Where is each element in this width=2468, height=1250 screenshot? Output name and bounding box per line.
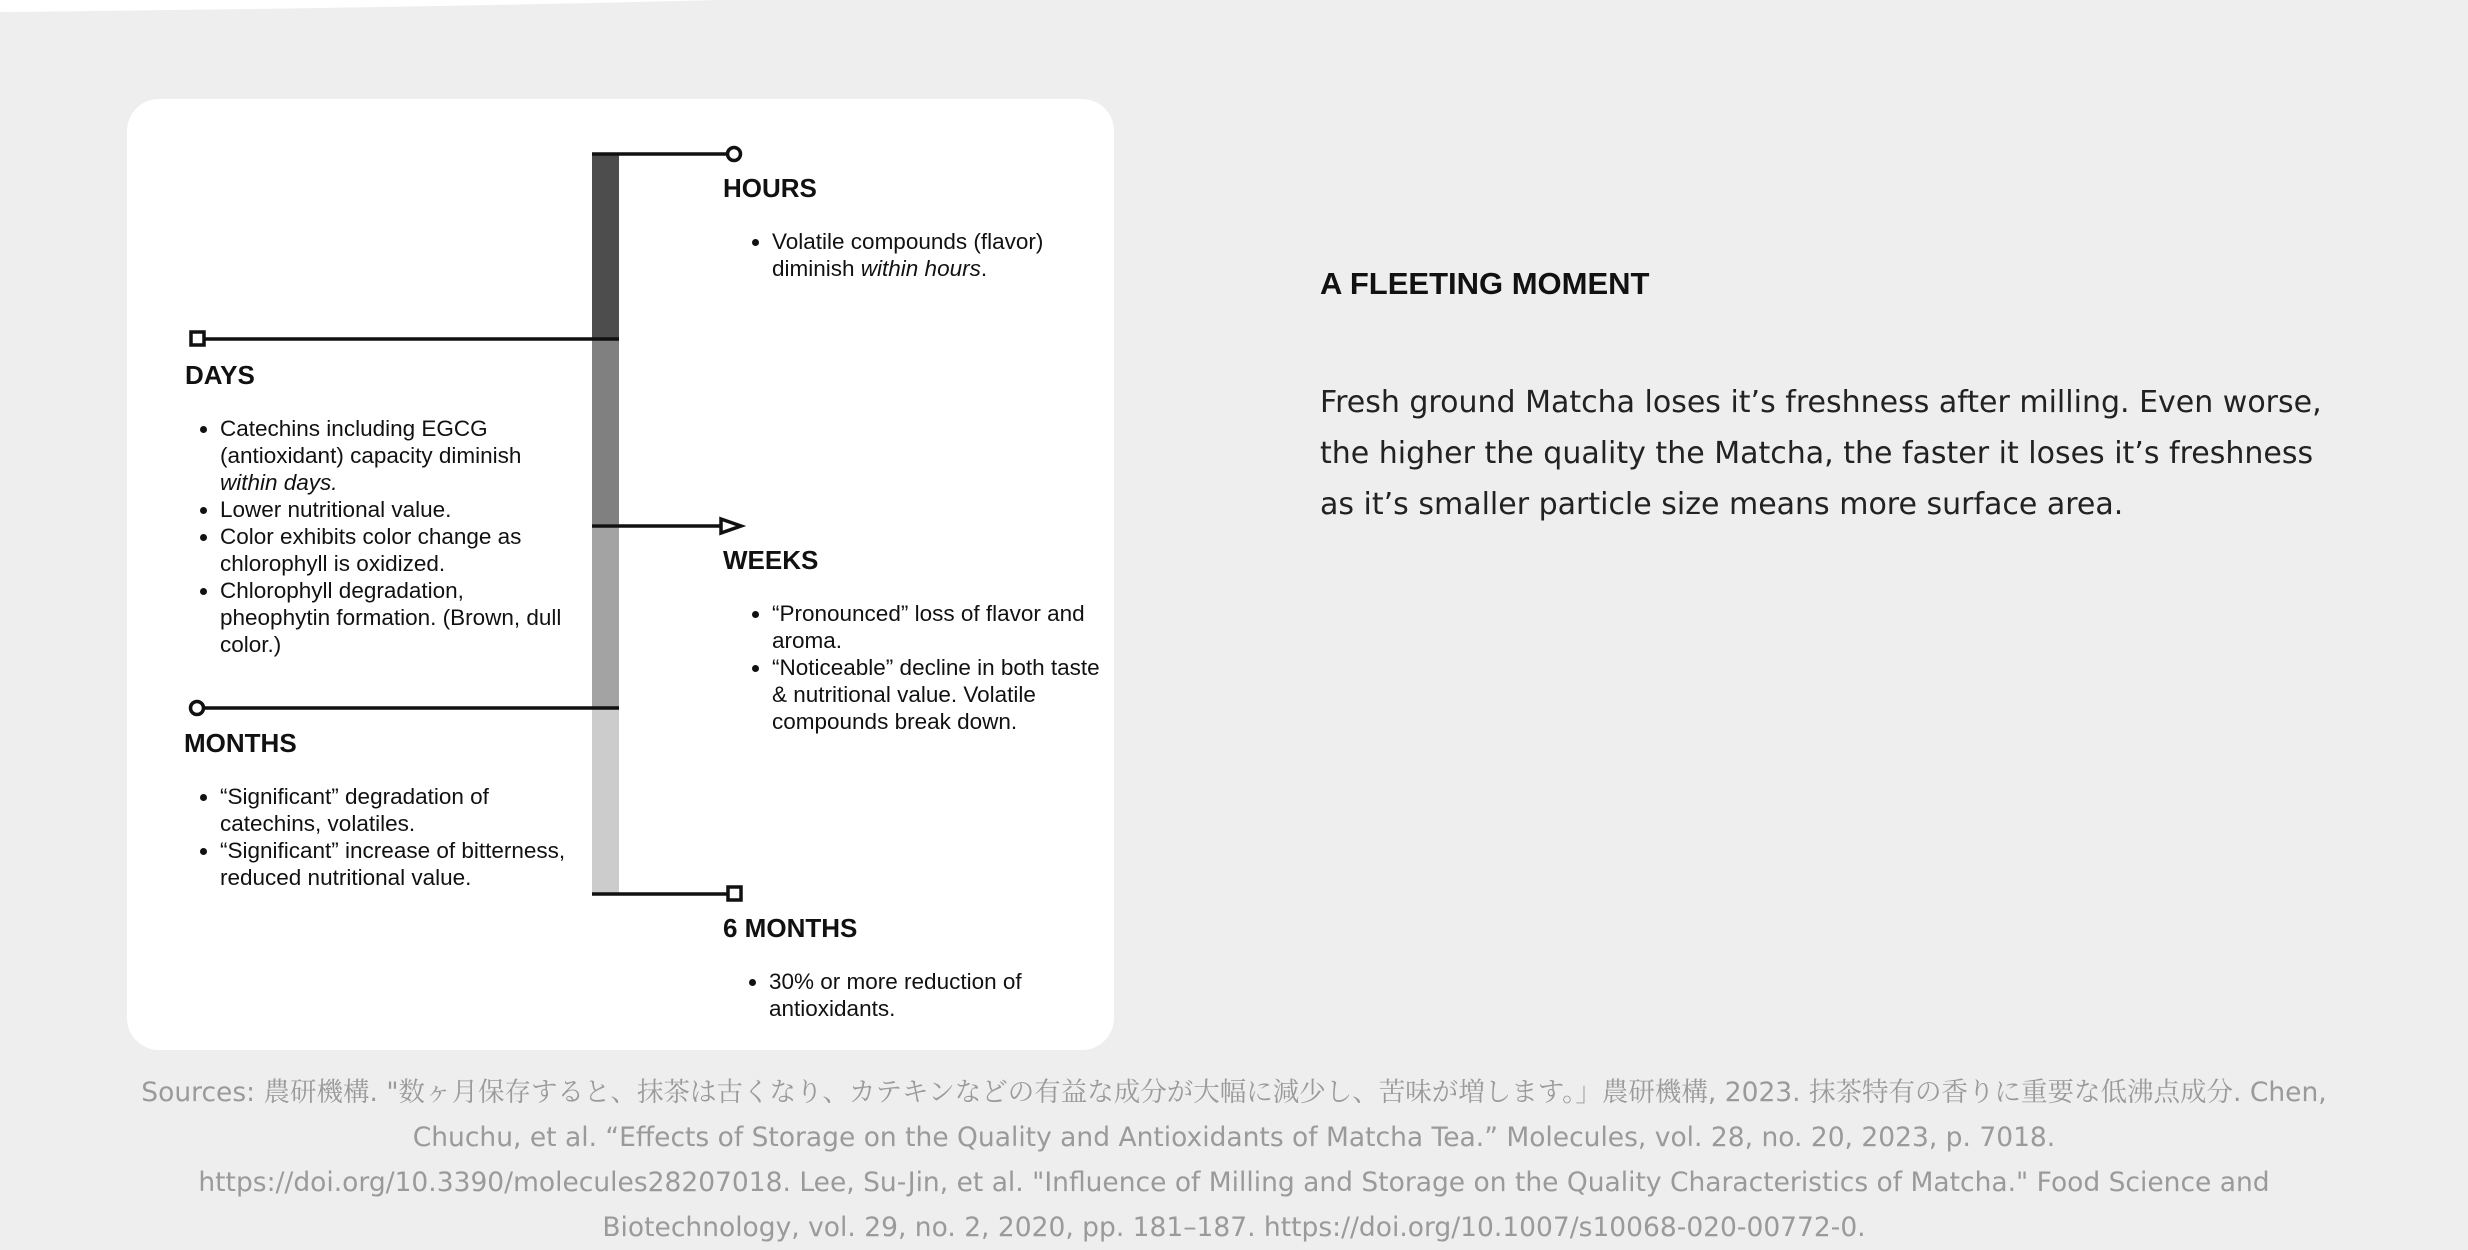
days-marker bbox=[191, 332, 619, 345]
bullet-item: • Color exhibits color change as chlorophyll is oxidized. bbox=[220, 523, 580, 577]
bullet-item: • Chlorophyll degradation, pheophytin formation. (Brown, dull color.) bbox=[220, 577, 580, 658]
six-months-label: 6 MONTHS bbox=[723, 913, 858, 943]
hours-label: HOURS bbox=[723, 173, 817, 203]
bullet-item: • Volatile compounds (flavor) diminish within hours. bbox=[772, 228, 1132, 282]
days-points bbox=[184, 415, 580, 658]
top-edge-curve bbox=[0, 0, 2468, 40]
bullet-item: • “Significant” increase of bitterness, reduced nutritional value. bbox=[220, 837, 570, 891]
bar-segment-hours bbox=[592, 154, 619, 339]
six-months-points bbox=[723, 968, 1109, 1022]
months-marker bbox=[191, 702, 620, 715]
bullet-item: • Catechins including EGCG (antioxidant) capacity diminish within days. bbox=[220, 415, 580, 496]
hours-points bbox=[736, 228, 1132, 282]
emphasis-text: within days. bbox=[220, 470, 338, 495]
sources-citation: Sources: 農研機構. "数ヶ月保存すると、抹茶は古くなり、カテキンなどの有益な成分が大幅に減少し、苦味が増します。」農研機構, 2023. 抹茶特有の香りに重要な低沸点成分. Chen, Chuchu, et al. “Effects of Storage on the Quality and Antioxidants of Matcha Tea.” Molecules, vol. 28, no. 20, 2023, p. 7018. https://doi.org/10.3390/molecules28207018. Lee, Su-Jin, et al. "Influence of Milling and Storage on the Quality Characteristics of Matcha." Food Science and Biotechnology, vol. 29, no. 2, 2020, pp. 181–187. https://doi.org/10.1007/s10068-020-00772-0. bbox=[141, 1077, 2327, 1243]
section-body: Fresh ground Matcha loses it’s freshness after milling. Even worse, the higher the quality the Matcha, the faster it loses it’s freshness as it’s smaller particle size means more surface area. bbox=[1320, 385, 2322, 522]
bar-segment-weeks bbox=[592, 524, 619, 709]
section-title: A FLEETING MOMENT bbox=[1320, 266, 1650, 301]
emphasis-text: within hours bbox=[860, 256, 981, 281]
months-label: MONTHS bbox=[184, 728, 297, 758]
bullet-item: • “Pronounced” loss of flavor and aroma. bbox=[772, 600, 1112, 654]
weeks-points bbox=[736, 600, 1112, 735]
bullet-item: • “Noticeable” decline in both taste & nutritional value. Volatile compounds break down. bbox=[772, 654, 1112, 735]
months-points bbox=[184, 783, 570, 891]
bullet-item: • 30% or more reduction of antioxidants. bbox=[769, 968, 1109, 1022]
bar-segment-months bbox=[592, 709, 619, 894]
bullet-item: • Lower nutritional value. bbox=[220, 496, 580, 523]
weeks-label: WEEKS bbox=[723, 545, 819, 575]
bullet-item: • “Significant” degradation of catechins, volatiles. bbox=[220, 783, 570, 837]
days-label: DAYS bbox=[185, 360, 255, 390]
timeline-card bbox=[127, 99, 1114, 1050]
bar-segment-days bbox=[592, 339, 619, 524]
